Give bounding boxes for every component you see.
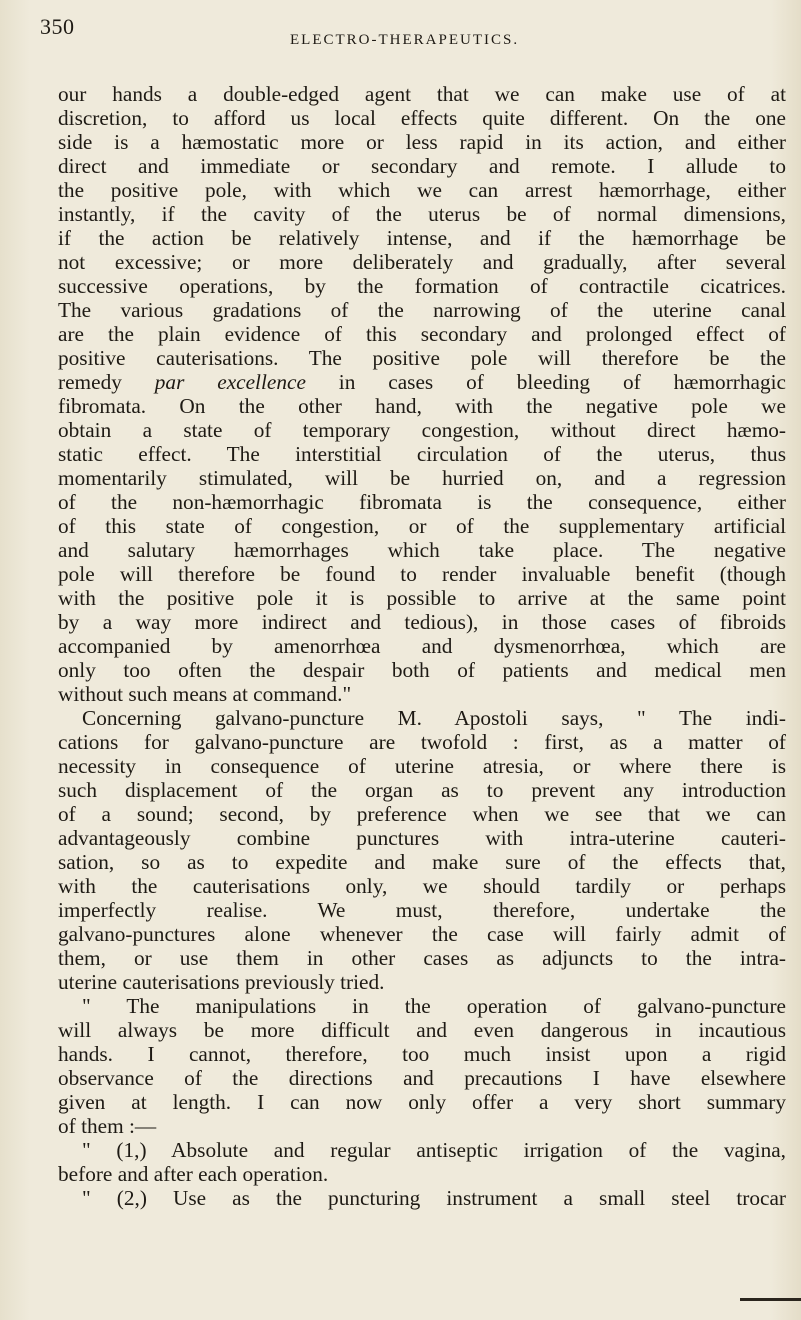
text-line: of this state of congestion, or of the supplementary artificial xyxy=(58,514,786,538)
text-line: not excessive; or more deliberately and gradually, after several xyxy=(58,250,786,274)
text-line: sation, so as to expedite and make sure of the effects that, xyxy=(58,850,786,874)
text-line: the positive pole, with which we can arrest hæmorrhage, either xyxy=(58,178,786,202)
text-line: of the non-hæmorrhagic fibromata is the consequence, either xyxy=(58,490,786,514)
text-line: " The manipulations in the operation of galvano-puncture xyxy=(82,994,786,1018)
text-line: them, or use them in other cases as adjuncts to the intra- xyxy=(58,946,786,970)
text-line: such displacement of the organ as to prevent any introduction xyxy=(58,778,786,802)
text-line: pole will therefore be found to render invaluable benefit (though xyxy=(58,562,786,586)
text-line: discretion, to afford us local effects quite different. On the one xyxy=(58,106,786,130)
text-line: before and after each operation. xyxy=(58,1162,329,1186)
text-line: galvano-punctures alone whenever the case will fairly admit of xyxy=(58,922,786,946)
text-line: fibromata. On the other hand, with the negative pole we xyxy=(58,394,786,418)
text-line: " (2,) Use as the puncturing instrument a small steel trocar xyxy=(82,1186,786,1210)
text-line: cations for galvano-puncture are twofold : first, as a matter of xyxy=(58,730,786,754)
text-line: side is a hæmostatic more or less rapid in its action, and either xyxy=(58,130,786,154)
text-line: accompanied by amenorrhœa and dysmenorrhœa, which are xyxy=(58,634,786,658)
text-line: with the positive pole it is possible to arrive at the same point xyxy=(58,586,786,610)
text-line: by a way more indirect and tedious), in those cases of fibroids xyxy=(58,610,786,634)
text-line: Concerning galvano-puncture M. Apostoli says, " The indi- xyxy=(82,706,786,730)
text-line: remedy par excellence in cases of bleeding of hæmorrhagic xyxy=(58,370,786,394)
running-title: ELECTRO-THERAPEUTICS. xyxy=(290,32,520,48)
text-line: direct and immediate or secondary and remote. I allude to xyxy=(58,154,786,178)
text-line: " (1,) Absolute and regular antiseptic irrigation of the vagina, xyxy=(82,1138,786,1162)
page-number: 350 xyxy=(40,14,75,39)
text-line: given at length. I can now only offer a very short summary xyxy=(58,1090,786,1114)
text-line: our hands a double-edged agent that we can make use of at xyxy=(58,82,786,106)
text-line: are the plain evidence of this secondary and prolonged effect of xyxy=(58,322,786,346)
text-line: of a sound; second, by preference when we see that we can xyxy=(58,802,786,826)
text-line: will always be more difficult and even dangerous in incautious xyxy=(58,1018,786,1042)
text-line: static effect. The interstitial circulation of the uterus, thus xyxy=(58,442,786,466)
text-line: of them :— xyxy=(58,1114,157,1138)
text-line: imperfectly realise. We must, therefore, undertake the xyxy=(58,898,786,922)
text-line: The various gradations of the narrowing of the uterine canal xyxy=(58,298,786,322)
italic-phrase: par excellence xyxy=(154,370,306,394)
text-line: advantageously combine punctures with intra-uterine cauteri- xyxy=(58,826,786,850)
text-line: hands. I cannot, therefore, too much insist upon a rigid xyxy=(58,1042,786,1066)
body-text xyxy=(58,82,786,1210)
text-line: without such means at command." xyxy=(58,682,352,706)
text-line: positive cauterisations. The positive pole will therefore be the xyxy=(58,346,786,370)
text-line: if the action be relatively intense, and if the hæmorrhage be xyxy=(58,226,786,250)
text-line: obtain a state of temporary congestion, without direct hæmo- xyxy=(58,418,786,442)
text-line: instantly, if the cavity of the uterus be of normal dimensions, xyxy=(58,202,786,226)
text-line: only too often the despair both of patients and medical men xyxy=(58,658,786,682)
text-line: with the cauterisations only, we should tardily or perhaps xyxy=(58,874,786,898)
text-line: momentarily stimulated, will be hurried on, and a regression xyxy=(58,466,786,490)
text-line: uterine cauterisations previously tried. xyxy=(58,970,385,994)
text-line: necessity in consequence of uterine atresia, or where there is xyxy=(58,754,786,778)
text-line: observance of the directions and precautions I have elsewhere xyxy=(58,1066,786,1090)
bottom-rule xyxy=(740,1298,801,1301)
text-line: successive operations, by the formation of contractile cicatrices. xyxy=(58,274,786,298)
text-line: and salutary hæmorrhages which take place. The negative xyxy=(58,538,786,562)
